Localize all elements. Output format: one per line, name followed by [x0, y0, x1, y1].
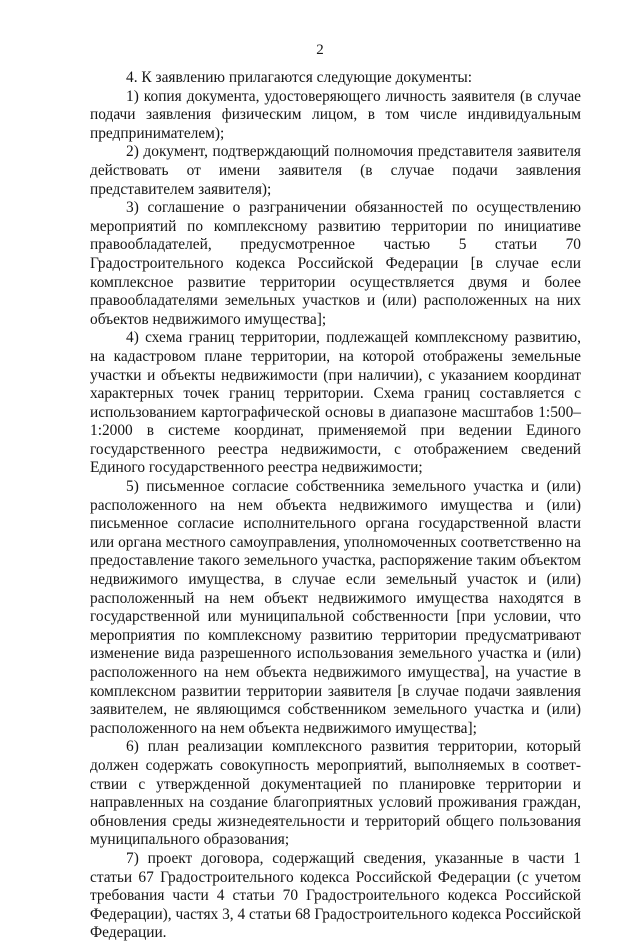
list-item-7: 7) проект договора, содержащий сведения, указанные в части 1 статьи 67 Градостроительного кодекса Российской Федерации (с учетом требования части 4 статьи 70 Градостроительного кодекса Российской Федерации), частях 3, 4 статьи 68 Градостроительного кодекса Российской Федерации. — [90, 849, 581, 942]
section-4-intro: 4. К заявлению прилагаются следующие документы: — [126, 69, 473, 86]
page-number: 2 — [316, 42, 324, 58]
list-item-5: 5) письменное согласие собственника земельного участка и (или) расположенного на нем объекта недвижимого имущества и (или) письменное согласие исполнительного органа государственной власти или органа местного самоуправления, уполномоченных соответственно на предоставление такого земельного участка, распоряжение таким объектом недвижимого имущества, в случае если земельный участок и (или) расположенный на нем объект недвижимого имущества находятся в государственной или муниципальной собственности [при условии, что мероприятия по комплексному развитию территории предусматривают изменение вида разрешенного использования земельного участка и (или) расположенного на нем объекта недвижимого имущества], на участие в комплексном развитии территории заявителя [в случае подачи заявления заявителем, не являющимся собственником земельного участка и (или) расположенного на нем объекта недвижимого имущества]; — [90, 478, 581, 737]
document-body — [90, 69, 581, 943]
list-item-4: 4) схема границ территории, подлежащей комплексному развитию, на кадастровом плане территории, на которой отображены земельные участки и объекты недвижимости (при наличии), с указанием координат характерных точек границ территории. Схема границ составляется с использованием картографической основы в диапазоне масштабов 1:500–1:2000 в системе координат, применяемой при ведении Единого государственного реестра недвижимости, с отображением сведений Единого государственного реестра недвижимости; — [90, 329, 581, 477]
list-item-3: 3) соглашение о разграничении обязанностей по осуществлению мероприятий по комплексному развитию территории по инициативе правообладателей, предусмотренное частью 5 статьи 70 Градостроительного кодекса Российской Федерации [в случае если комплексное развитие территории осуществляется двумя и более правообладателями земельных участков и (или) расположенных на них объектов недвижимого имущества]; — [90, 199, 581, 328]
list-item-1: 1) копия документа, удостоверяющего личность заявителя (в случае подачи заявления физическим лицом, в том числе индивидуальным предпринимателем); — [90, 87, 581, 142]
list-item-2: 2) документ, подтверждающий полномочия представителя заявителя действовать от имени заявителя (в случае подачи заявления представителем заявителя); — [90, 143, 581, 198]
list-item-6: 6) план реализации комплексного развития территории, который должен содержать совокупность мероприятий, выполняемых в соответ-ствии с утвержденной документацией по планировке территории и направленных на создание благоприятных условий проживания граждан, обновления среды жизнедеятельности и территорий общего пользования муниципального образования; — [90, 738, 581, 849]
